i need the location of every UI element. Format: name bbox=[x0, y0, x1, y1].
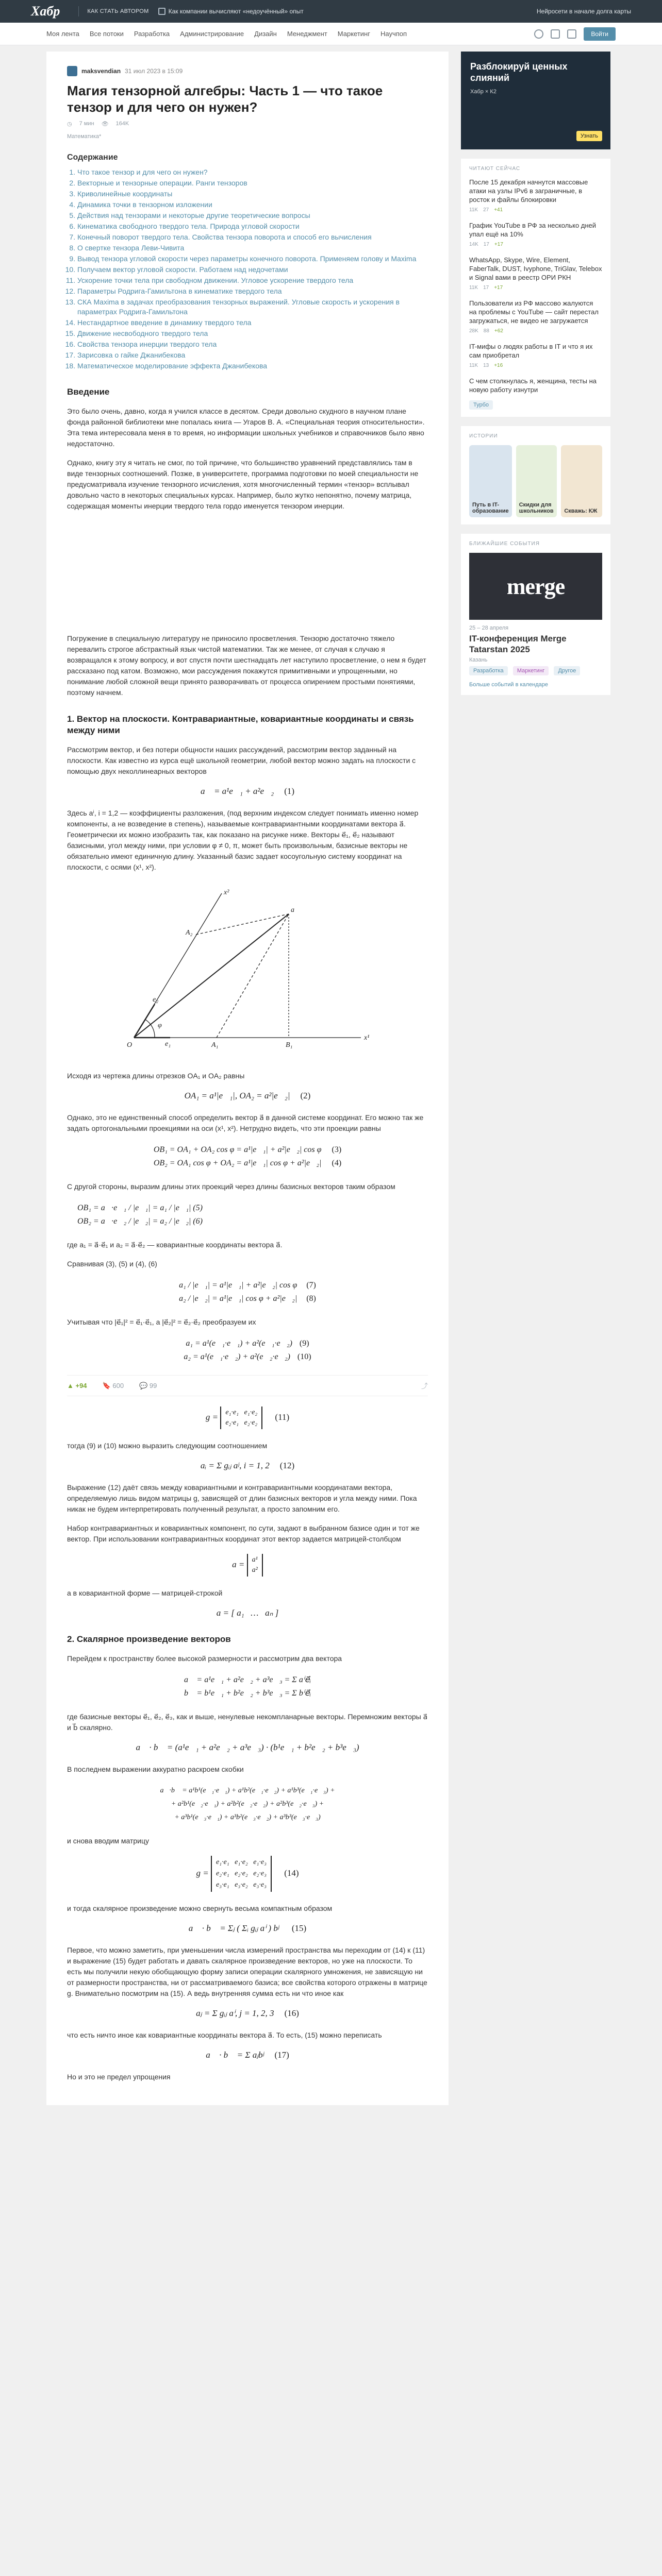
paragraph: Но и это не предел упрощения bbox=[67, 2073, 171, 2081]
projection-line bbox=[217, 914, 289, 1038]
reading-item-title[interactable]: Пользователи из РФ массово жалуются на проблемы с YouTube — сайт перестал загружаться, не видео не загружается bbox=[469, 299, 599, 325]
paragraph: а в ковариантной форме — матрицей-строкой bbox=[67, 1589, 223, 1597]
reading-item-title[interactable]: WhatsApp, Skype, Wire, Element, FaberTalk, DUST, Ivyphone, TriGlav, Telebox и Signal вами в реестр ОРИ РКН bbox=[469, 256, 602, 281]
paragraph: Здесь aⁱ, i = 1,2 — коэффициенты разложения, (под верхним индексом следует понимать именно номер компоненты, а не возведение в степень), называемые контравариантными координатами вектора a⃗. Геометрически их можно изобразить так, как показано на рисунке ниже. Векторы e⃗₁, e⃗₂ называют базисными, угол между ними, при условии φ ≠ 0, π, может быть произвольным, базисные векторы не обязательно имеют единичную длину. Указанный базис задает косоугольную систему координат на плоскости, с осями (x¹, x²). bbox=[67, 809, 419, 871]
article-actions bbox=[67, 1375, 428, 1396]
stories bbox=[461, 426, 610, 524]
equation bbox=[67, 1091, 428, 1101]
reading-comments: 88 bbox=[483, 328, 489, 334]
article bbox=[46, 52, 449, 2105]
paragraph: где базисные векторы e⃗₁, e⃗₂, e⃗₃, как и выше, ненулевые некомпланарные векторы. Перемножим векторы a⃗ и b⃗ скалярно. bbox=[67, 1713, 428, 1732]
equation-block: OB₁ = a⃗·e⃗₁ / |e⃗₁| = a₁ / |e⃗₁| (5) OB₂ = a⃗·e⃗₂ / |e⃗₂| = a₂ / |e⃗₂| (6) bbox=[77, 1204, 203, 1226]
equation: a⃗ · b⃗ = Σⱼ ( Σᵢ gᵢⱼ aⁱ ) bʲ (15) bbox=[188, 1923, 307, 1933]
reading-item-meta bbox=[469, 363, 602, 368]
label-x2: x² bbox=[224, 889, 229, 896]
toc-item[interactable] bbox=[77, 329, 428, 338]
label-a2: A₂ bbox=[186, 929, 193, 937]
article-title: Магия тензорной алгебры: Часть 1 — что такое тензор и для чего он нужен? bbox=[67, 83, 383, 115]
equation-block: a⃗·b⃗ = a¹b¹(e⃗₁·e⃗₁) + a¹b²(e⃗₁·e⃗₂) + a¹b³(e⃗₁·e⃗₃) + + a²b¹(e⃗₂·e⃗₁) + a²b²(e⃗₂·e⃗₂) + a²b³(e⃗₂·e⃗₃) + + a³b¹(e⃗₃·e⃗₁) + a³b²(e⃗₃·e⃗₂) + a³b³(e⃗₃·e⃗₃) bbox=[160, 1787, 335, 1821]
equation bbox=[67, 786, 428, 796]
toc-item-label: Действия над тензорами и некоторые другие теоретические вопросы bbox=[77, 211, 310, 219]
paragraph: Это было очень, давно, когда я учился классе в десятом. Среди довольно скудного в научном плане фонда районной библиотеки мне попалась книга — Угаров В. А. «Специальная теория относительности». Эта тема интересовала меня в то время, но информации школьных учебников и справочников было явно недостаточно. bbox=[67, 407, 425, 448]
basis-e2 bbox=[134, 1004, 155, 1038]
toc-item-label: Криволинейные координаты bbox=[77, 190, 173, 198]
paragraph: что есть ничто иное как ковариантные координаты вектора a⃗. То есть, (15) можно переписать bbox=[67, 2031, 382, 2039]
equation-block: a⃗ = a¹e⃗₁ + a²e⃗₂ + a³e⃗₃ = Σ aⁱe⃗ᵢ b⃗ = b¹e⃗₁ + b²e⃗₂ + b³e⃗₃ = Σ bⁱe⃗ᵢ bbox=[184, 1675, 311, 1698]
event-banner[interactable]: merge bbox=[469, 553, 602, 620]
reading-now-title: ЧИТАЮТ СЕЙЧАС bbox=[469, 166, 521, 172]
main-nav bbox=[0, 23, 662, 45]
chip-icon bbox=[158, 8, 166, 15]
equation-number: (3) bbox=[332, 1145, 342, 1154]
vote-score[interactable]: ▲ +94 bbox=[67, 1382, 87, 1389]
intro-heading: Введение bbox=[67, 387, 110, 397]
reading-views: 14K bbox=[469, 242, 478, 247]
equation-text: a₂ = a¹(e⃗₁·e⃗₂) + a²(e⃗₂·e⃗₂) bbox=[184, 1352, 290, 1361]
toc-item[interactable] bbox=[77, 297, 428, 317]
paragraph: тогда (9) и (10) можно выразить следующим соотношением bbox=[67, 1442, 268, 1450]
views-count: 164K bbox=[115, 121, 129, 127]
toc-item[interactable] bbox=[77, 200, 428, 210]
equation bbox=[67, 2008, 428, 2019]
equation-text: aᵢ = Σ gᵢⱼ aʲ, i = 1, 2 bbox=[200, 1461, 270, 1470]
equation: a = [ a₁ … aₙ ] bbox=[216, 1608, 279, 1618]
reading-item-meta bbox=[469, 207, 602, 213]
nav-item-marketing[interactable]: Маркетинг bbox=[337, 30, 370, 38]
equation-number: (10) bbox=[297, 1352, 311, 1361]
equation-text: OA₁ = a¹|e⃗₁|, OA₂ = a²|e⃗₂| bbox=[184, 1091, 290, 1100]
paragraph: С другой стороны, выразим длины этих проекций через длины базисных векторов таким образом bbox=[67, 1182, 395, 1191]
equation-number: (2) bbox=[300, 1091, 311, 1100]
publish-date: 31 июл 2023 в 15:09 bbox=[125, 67, 183, 75]
habr-logo[interactable]: Хабр bbox=[31, 4, 60, 19]
comment-icon: 💬 bbox=[139, 1381, 150, 1389]
reading-item-title[interactable]: IT-мифы о людях работы в IT и что я их сам приобретал bbox=[469, 343, 593, 359]
search-icon[interactable] bbox=[534, 29, 543, 39]
story-card[interactable]: Путь в IT-образование bbox=[469, 445, 512, 517]
top-header bbox=[0, 0, 662, 23]
reading-views: 11K bbox=[469, 207, 478, 213]
toc-item-label: Что такое тензор и для чего он нужен? bbox=[77, 168, 208, 176]
bookmark-button[interactable]: 🔖 600 bbox=[102, 1381, 124, 1389]
reading-score: +41 bbox=[494, 207, 503, 213]
equation: g = e₁·e₁ e₁·e₂ e₁·e₃ e₂·e₁ e₂·e₂ e₂·e₃ e₃·e₁ e₃·e₂ e₃·e₃ (14) bbox=[67, 1856, 428, 1892]
reading-views: 11K bbox=[469, 285, 478, 291]
promo-link[interactable] bbox=[158, 8, 304, 15]
equation bbox=[67, 2050, 428, 2060]
story-card[interactable]: Скважь: КЖ bbox=[561, 445, 602, 517]
stories-row bbox=[469, 445, 602, 517]
reading-item-meta bbox=[469, 328, 602, 334]
eye-icon: 👁 bbox=[101, 121, 109, 127]
event-tag[interactable]: Другое bbox=[554, 666, 580, 675]
toc-item[interactable] bbox=[77, 189, 428, 199]
equation-text: OB₂ = OA₁ cos φ + OA₂ = a¹|e⃗₁| cos φ + a²|e⃗₂| bbox=[153, 1159, 322, 1167]
equation: a = a¹ a² bbox=[67, 1554, 428, 1577]
toc-item[interactable] bbox=[77, 178, 428, 188]
nav-item-dev[interactable]: Разработка bbox=[134, 30, 170, 38]
reading-item-meta bbox=[469, 285, 602, 291]
vector-a bbox=[134, 914, 289, 1038]
toc-list bbox=[67, 167, 428, 371]
event-tag[interactable]: Разработка bbox=[469, 666, 508, 675]
reading-comments: 13 bbox=[483, 363, 489, 368]
stories-title: ИСТОРИИ bbox=[469, 433, 498, 439]
write-icon[interactable] bbox=[551, 29, 560, 39]
event-name[interactable]: IT-конференция Merge Tatarstan 2025 bbox=[469, 634, 567, 654]
nav-item-feed[interactable]: Моя лента bbox=[46, 30, 79, 38]
toc-item-label: Вывод тензора угловой скорости через параметры конечного поворота. Применяем голову и Maxima bbox=[77, 255, 417, 263]
equation-number: (7) bbox=[306, 1281, 316, 1290]
reading-item-title[interactable]: После 15 декабря начнутся массовые атаки на узлы IPv6 в заграничные, в росток и файлы блокировки bbox=[469, 178, 588, 204]
arrow-up-icon: ▲ bbox=[67, 1382, 76, 1389]
equation-text: aⱼ = Σ gᵢⱼ aⁱ, j = 1, 2, 3 bbox=[196, 2008, 274, 2018]
reading-item-title[interactable]: График YouTube в РФ за несколько дней упал ещё на 10% bbox=[469, 222, 597, 238]
story-card[interactable]: Скидки для школьников bbox=[516, 445, 557, 517]
reading-item-meta bbox=[469, 242, 602, 247]
ad-banner[interactable] bbox=[461, 52, 610, 149]
paragraph: где a₁ = a⃗·e⃗₁ и a₂ = a⃗·e⃗₂ — ковариантные координаты вектора a⃗. bbox=[67, 1241, 283, 1249]
nav-item-admin[interactable]: Администрирование bbox=[180, 30, 244, 38]
event-date: 25 – 28 апреля bbox=[469, 625, 509, 631]
events bbox=[461, 534, 610, 695]
equation-block bbox=[67, 1337, 428, 1364]
nav-item-management[interactable]: Менеджмент bbox=[287, 30, 327, 38]
label-e1: e₁ bbox=[165, 1040, 171, 1048]
toc-item-label: Векторные и тензорные операции. Ранги тензоров bbox=[77, 179, 247, 187]
header-divider bbox=[78, 6, 79, 16]
label-o: O bbox=[127, 1041, 133, 1049]
reading-score: +17 bbox=[494, 285, 503, 291]
toc-item[interactable] bbox=[77, 222, 428, 231]
equation-text: a⃗ = a¹e⃗₁ + a²e⃗₂ bbox=[200, 786, 274, 796]
ad-subtitle: Хабр × К2 bbox=[470, 89, 496, 95]
toc-item-label: О свертке тензора Леви-Чивита bbox=[77, 244, 185, 252]
article-meta bbox=[67, 121, 428, 127]
paragraph: Однако, книгу эту я читать не смог, по той причине, что большинство уравнений представлялись там в виде тензорных соотношений. Позже, в университете, программа подготовки по моей специальности не предусматривала изучение тензорного исчисления, хотя многочисленный термин «тензор» всплывал довольно часто в некоторых специальных курсах. Например, было жутко непонятно, почему матрица, содержащая моменты инерции твердого тела гордо именуется тензором инерции. bbox=[67, 459, 419, 510]
label-b1: B₁ bbox=[286, 1041, 293, 1049]
sidebar bbox=[461, 52, 610, 2105]
toc-item-label: Получаем вектор угловой скорости. Работаем над недочетами bbox=[77, 265, 288, 274]
reading-score: +62 bbox=[494, 328, 503, 334]
paragraph: и снова вводим матрицу bbox=[67, 1837, 150, 1845]
share-icon[interactable]: ⤴ bbox=[421, 1382, 428, 1390]
toc-item[interactable] bbox=[77, 243, 428, 253]
toc-item[interactable] bbox=[77, 350, 428, 360]
hub-link[interactable]: Математика* bbox=[67, 133, 102, 140]
toc-item-label: СКА Maxima в задачах преобразования тензорных выражений. Угловые скорость и ускорения в параметрах Родрига-Гамильтона bbox=[77, 298, 400, 316]
reading-time: 7 мин bbox=[79, 121, 94, 127]
reading-comments: 17 bbox=[483, 285, 489, 291]
toc-title: Содержание bbox=[67, 153, 118, 162]
nav-item-design[interactable]: Дизайн bbox=[254, 30, 277, 38]
toc-item[interactable] bbox=[77, 340, 428, 349]
section-heading: 2. Скалярное произведение векторов bbox=[67, 1634, 231, 1644]
avatar[interactable] bbox=[67, 66, 77, 76]
toc-item[interactable] bbox=[77, 276, 428, 285]
nav-item-popsci[interactable]: Научпоп bbox=[380, 30, 407, 38]
bookmark-icon: 🔖 bbox=[102, 1381, 113, 1389]
paragraph: и тогда скалярное произведение можно свернуть весьма компактным образом bbox=[67, 1904, 333, 1912]
paragraph: Набор контравариантных и ковариантных компонент, по сути, задают в выбранном базисе один и тот же вектор. При использовании контравариантных координат этот вектор задается матрицей-столбцом bbox=[67, 1524, 420, 1543]
reading-comments: 27 bbox=[483, 207, 489, 213]
reading-now bbox=[461, 159, 610, 417]
toc-item[interactable] bbox=[77, 254, 428, 264]
equation-number: (17) bbox=[274, 2050, 289, 2060]
toc-item-label: Параметры Родрига-Гамильтона в кинематике твердого тела bbox=[77, 287, 282, 295]
label-phi: φ bbox=[158, 1022, 162, 1029]
section-heading: 1. Вектор на плоскости. Контравариантные, ковариантные координаты и связь между ними bbox=[67, 714, 414, 735]
equation-text: OB₁ = OA₁ + OA₂ cos φ = a¹|e⃗₁| + a²|e⃗₂| cos φ bbox=[153, 1145, 322, 1154]
toc-item-label: Ускорение точки тела при свободном движении. Угловое ускорение твердого тела bbox=[77, 276, 354, 284]
toc-item-label: Конечный поворот твердого тела. Свойства тензора поворота и способ его вычисления bbox=[77, 233, 372, 241]
equation-number: (14) bbox=[284, 1868, 299, 1878]
equation-block bbox=[67, 1143, 428, 1170]
paragraph: Перейдем к пространству более высокой размерности и рассмотрим два вектора bbox=[67, 1654, 342, 1663]
equation-number: (9) bbox=[299, 1339, 309, 1348]
label-e2: e₂ bbox=[153, 996, 159, 1004]
equation-block: a₁ / |e⃗₁| = a¹|e⃗₁| + a²|e⃗₂| cos φ (7) a₂ / |e⃗₂| = a¹|e⃗₁| cos φ + a²|e⃗₂| (8) bbox=[179, 1281, 316, 1303]
reading-score: +17 bbox=[494, 242, 503, 247]
equation-number: (4) bbox=[332, 1159, 342, 1167]
event-place: Казань bbox=[469, 657, 488, 663]
vector-diagram-svg bbox=[113, 883, 382, 1058]
equation-text: a₁ = a¹(e⃗₁·e⃗₁) + a²(e⃗₁·e⃗₂) bbox=[186, 1339, 292, 1348]
toc-item[interactable] bbox=[77, 232, 428, 242]
paragraph: Исходя из чертежа длины отрезков OA₁ и OA₂ равны bbox=[67, 1072, 245, 1080]
toc-item[interactable] bbox=[77, 265, 428, 275]
comments-button[interactable]: 💬 99 bbox=[139, 1381, 157, 1389]
toc-item-label: Динамика точки в тензорном изложении bbox=[77, 200, 212, 209]
paragraph: В последнем выражении аккуратно раскроем скобки bbox=[67, 1765, 244, 1773]
label-a: a bbox=[291, 906, 294, 914]
promo-text: Как компании вычисляют «недоучённый» опыт bbox=[168, 8, 304, 15]
events-more-link[interactable]: Больше событий в календаре bbox=[469, 682, 549, 688]
projection-line bbox=[196, 914, 289, 935]
reading-views: 28K bbox=[469, 328, 478, 334]
paragraph: Выражение (12) даёт связь между ковариантными и контравариантными координатами вектора, определяемую лишь видом матрицы g, зависящей от длин базисных векторов и угла между ними. Пока никак не будем интерпретировать полученный результат, а просто запомним его. bbox=[67, 1483, 417, 1513]
nav-item-all[interactable]: Все потоки bbox=[89, 30, 124, 38]
equation-number: (12) bbox=[279, 1461, 295, 1470]
author-row bbox=[67, 66, 428, 76]
toc-item-label: Свойства тензора инерции твердого тела bbox=[77, 340, 217, 348]
promo-right-link[interactable]: Нейросети в начале долга карты bbox=[536, 8, 631, 15]
clock-icon: ◷ bbox=[67, 121, 72, 127]
page-body bbox=[0, 52, 662, 2105]
equation-number: (16) bbox=[284, 2008, 299, 2018]
reading-comments: 17 bbox=[483, 242, 489, 247]
paragraph: Однако, это не единственный способ определить вектор a⃗ в данной системе координат. Его можно так же задать ортогональными проекциями на оси (x¹, x²). Нетрудно видеть, что эти проекции равны bbox=[67, 1113, 424, 1132]
reading-item-title[interactable]: С чем столкнулась я, женщина, тесты на новую работу изнутри bbox=[469, 377, 597, 394]
equation bbox=[67, 1461, 428, 1471]
ad-title: Разблокируй ценных слияний bbox=[470, 61, 568, 83]
author-name[interactable]: maksvendian bbox=[81, 67, 121, 75]
paragraph: Сравнивая (3), (5) и (4), (6) bbox=[67, 1260, 157, 1268]
equation-number: (1) bbox=[284, 786, 295, 796]
reading-score: +16 bbox=[494, 363, 503, 368]
toc-item-label: Движение несвободного твердого тела bbox=[77, 329, 208, 337]
turbo-button[interactable]: Турбо bbox=[469, 400, 493, 410]
equation: a⃗ · b⃗ = (a¹e⃗₁ + a²e⃗₂ + a³e⃗₃) · (b¹e⃗₁ + b²e⃗₂ + b³e⃗₃) bbox=[136, 1742, 359, 1752]
toc-item[interactable] bbox=[77, 361, 428, 371]
settings-icon[interactable] bbox=[567, 29, 576, 39]
table-of-contents bbox=[67, 153, 428, 371]
toc-item-label: Зарисовка о гайке Джанибекова bbox=[77, 351, 186, 359]
paragraph: Учитывая что |e⃗₁|² = e⃗₁·e⃗₁, а |e⃗₂|² = e⃗₂·e⃗₂ преобразуем их bbox=[67, 1318, 256, 1326]
equation-number: (15) bbox=[291, 1923, 307, 1933]
ad-button[interactable]: Узнать bbox=[576, 131, 602, 141]
equation-number: (8) bbox=[306, 1294, 316, 1303]
equation-number: (11) bbox=[275, 1412, 290, 1422]
event-tag[interactable]: Маркетинг bbox=[513, 666, 549, 675]
toc-item[interactable] bbox=[77, 318, 428, 328]
paragraph: Первое, что можно заметить, при уменьшении числа измерений пространства мы переходим от (14) к (11) и выражение (15) будет работать и давать скалярное произведение векторов, но уже на плоскости. То есть мы получили некую обобщающую форму записи операции скалярного умножения, не зависящую ни от размерности пространства, ни от рассматриваемого базиса; все свойства которого отражены в матрице g. Внимательно посмотрим на (15). А ведь внутренняя сумма есть ни что иное как bbox=[67, 1946, 427, 1997]
toc-item[interactable] bbox=[77, 286, 428, 296]
vector-diagram bbox=[113, 883, 382, 1060]
become-author-link[interactable]: КАК СТАТЬ АВТОРОМ bbox=[87, 8, 149, 14]
toc-item-label: Математическое моделирование эффекта Джанибекова bbox=[77, 362, 268, 370]
reading-views: 11K bbox=[469, 363, 478, 368]
events-title: БЛИЖАЙШИЕ СОБЫТИЯ bbox=[469, 541, 540, 547]
paragraph: Рассмотрим вектор, и без потери общности наших рассуждений, рассмотрим вектор заданный на плоскости. Как известно из курса ещё школьной геометрии, любой вектор можно задать на плоскости с помощью двух неколлинеарных векторов bbox=[67, 745, 416, 775]
nav-right bbox=[534, 27, 616, 41]
toc-item-label: Кинематика свободного твердого тела. Природа угловой скорости bbox=[77, 222, 300, 230]
reading-list bbox=[469, 178, 602, 394]
equation-text: a⃗ · b⃗ = Σ aⱼbʲ bbox=[206, 2050, 264, 2060]
paragraph: Погружение в специальную литературу не приносило просветления. Тензорю достаточно тяжело перевалить строгое абстрактный язык чистой математики. Так же менее, от случая к случаю я возвращался к этому вопросу, и вот спустя почти шестнадцать лет наступило просветление, о нем я будет рассказано под катом. Возможно, мои рассуждения покажутся примитивными и упрощенными, но понимание любой сложной вещи принято разворачивать от процесса опирением простыми понятиями, поэтому начнем. bbox=[67, 634, 426, 697]
toc-item[interactable] bbox=[77, 167, 428, 177]
toc-item-label: Нестандартное введение в динамику твердого тела bbox=[77, 318, 252, 327]
toc-item[interactable] bbox=[77, 211, 428, 221]
label-a1: A₁ bbox=[211, 1041, 219, 1049]
equation: g = e₁·e₁ e₁·e₂ e₂·e₁ e₂·e₂ (11) bbox=[67, 1406, 428, 1429]
event-tags bbox=[469, 663, 602, 675]
label-x1: x¹ bbox=[364, 1034, 370, 1042]
login-button[interactable]: Войти bbox=[584, 27, 616, 41]
